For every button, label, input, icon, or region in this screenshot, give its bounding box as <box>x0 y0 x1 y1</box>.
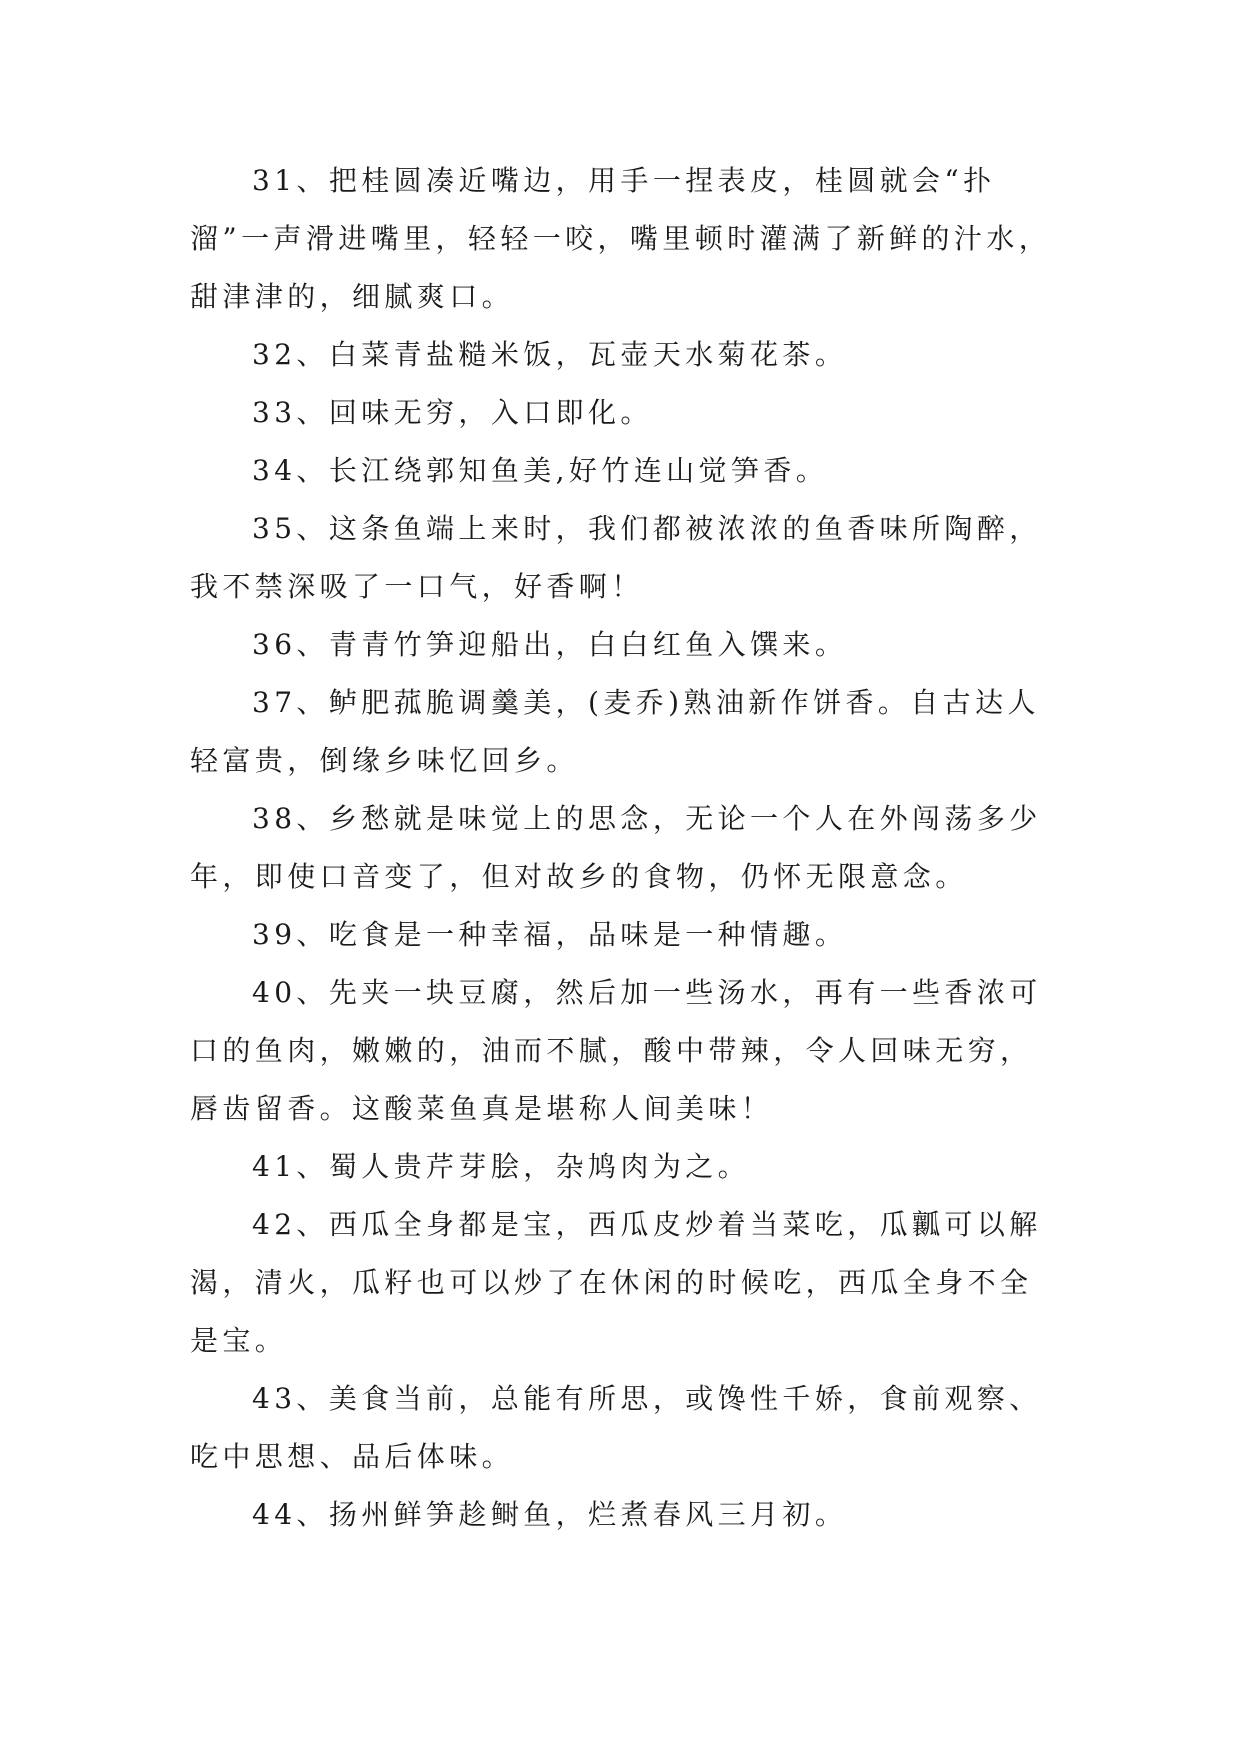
paragraph-41: 41、蜀人贵芹芽脍，杂鸠肉为之。 <box>252 1150 751 1183</box>
paragraph-37: 37、鲈肥菰脆调羹美，(麦乔)熟油新作饼香。自古达人轻富贵，倒缘乡味忆回乡。 <box>190 686 1040 777</box>
paragraph-34: 34、长江绕郭知鱼美,好竹连山觉笋香。 <box>252 454 829 487</box>
paragraph-32: 32、白菜青盐糙米饭，瓦壶天水菊花茶。 <box>252 338 848 371</box>
paragraph-39: 39、吃食是一种幸福，品味是一种情趣。 <box>252 918 848 951</box>
paragraph-38: 38、乡愁就是味觉上的思念，无论一个人在外闯荡多少年，即使口音变了，但对故乡的食物，仍怀无限意念。 <box>190 802 1042 893</box>
paragraph-36: 36、青青竹笋迎船出，白白红鱼入馔来。 <box>252 628 848 661</box>
paragraph-35: 35、这条鱼端上来时，我们都被浓浓的鱼香味所陶醉，我不禁深吸了一口气，好香啊！ <box>190 512 1042 603</box>
paragraph-44: 44、扬州鲜笋趁鲥鱼，烂煮春风三月初。 <box>252 1498 848 1531</box>
document-body <box>190 152 1052 1544</box>
paragraph-33: 33、回味无穷，入口即化。 <box>252 396 653 429</box>
paragraph-43: 43、美食当前，总能有所思，或馋性千娇，食前观察、吃中思想、品后体味。 <box>190 1382 1042 1473</box>
paragraph-42: 42、西瓜全身都是宝，西瓜皮炒着当菜吃，瓜瓤可以解渴，清火，瓜籽也可以炒了在休闲的时候吃，西瓜全身不全是宝。 <box>190 1208 1042 1357</box>
paragraph-40: 40、先夹一块豆腐，然后加一些汤水，再有一些香浓可口的鱼肉，嫩嫩的，油而不腻，酸中带辣，令人回味无穷，唇齿留香。这酸菜鱼真是堪称人间美味！ <box>190 976 1042 1125</box>
paragraph-31: 31、把桂圆凑近嘴边，用手一捏表皮，桂圆就会“扑溜”一声滑进嘴里，轻轻一咬，嘴里顿时灌满了新鲜的汁水，甜津津的，细腻爽口。 <box>190 164 1052 313</box>
